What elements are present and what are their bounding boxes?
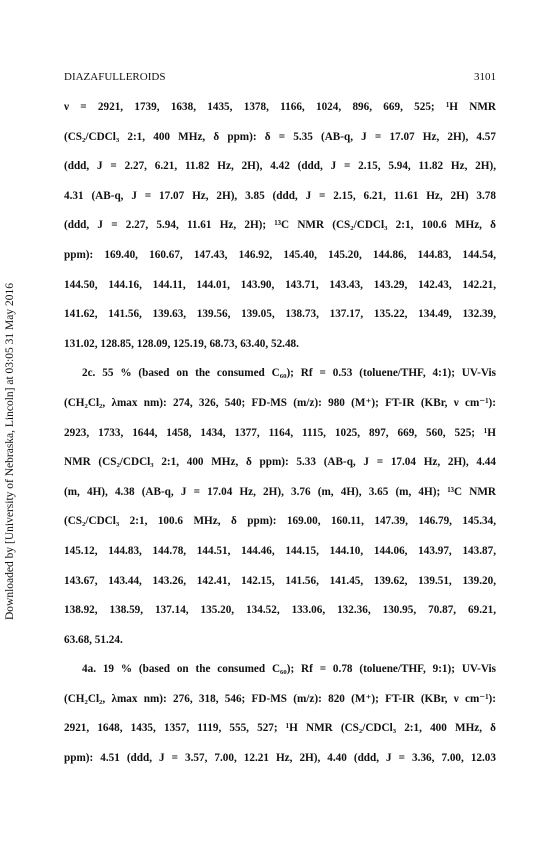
page-number: 3101 [474, 71, 496, 83]
body-text [64, 100, 496, 781]
text-line: (m, 4H), 4.38 (AB-q, J = 17.04 Hz, 2H), 3.76 (m, 4H), 3.65 (m, 4H); ¹³C NMR [64, 485, 496, 498]
text-line: 145.12, 144.83, 144.78, 144.51, 144.46, 144.15, 144.10, 144.06, 143.97, 143.87, [64, 544, 496, 557]
text-line: (ddd, J = 2.27, 5.94, 11.61 Hz, 2H); ¹³C NMR (CS₂/CDCl₃ 2:1, 100.6 MHz, δ [64, 219, 496, 232]
text-line: 138.92, 138.59, 137.14, 135.20, 134.52, 133.06, 132.36, 130.95, 70.87, 69.21, [64, 604, 496, 617]
compound-2c-heading-line: 2c. 55 % (based on the consumed C₆₀); Rf = 0.53 (toluene/THF, 4:1); UV-Vis [82, 367, 496, 380]
compound-4a-heading-line: 4a. 19 % (based on the consumed C₆₀); Rf = 0.78 (toluene/THF, 9:1); UV-Vis [82, 663, 496, 676]
text-line: 2921, 1648, 1435, 1357, 1119, 555, 527; ¹H NMR (CS₂/CDCl₃ 2:1, 400 MHz, δ [64, 722, 496, 735]
text-line: 131.02, 128.85, 128.09, 125.19, 68.73, 63.40, 52.48. [64, 337, 299, 350]
text-line: (CH₂Cl₂, λmax nm): 276, 318, 546; FD-MS (m/z): 820 (M⁺); FT-IR (KBr, ν cm⁻¹): [64, 692, 496, 705]
text-line: (ddd, J = 2.27, 6.21, 11.82 Hz, 2H), 4.42 (ddd, J = 2.15, 5.94, 11.82 Hz, 2H), [64, 160, 496, 173]
text-line: ppm): 4.51 (ddd, J = 3.57, 7.00, 12.21 Hz, 2H), 4.40 (ddd, J = 3.36, 7.00, 12.03 [64, 752, 496, 765]
download-watermark: Downloaded by [University of Nebraska, Lincoln] at 03:05 31 May 2016 [4, 283, 16, 620]
text-line: 141.62, 141.56, 139.63, 139.56, 139.05, 138.73, 137.17, 135.22, 134.49, 132.39, [64, 308, 496, 321]
text-line: ν = 2921, 1739, 1638, 1435, 1378, 1166, 1024, 896, 669, 525; ¹H NMR [64, 101, 496, 113]
text-line: 2923, 1733, 1644, 1458, 1434, 1377, 1164, 1115, 1025, 897, 669, 560, 525; ¹H [64, 426, 496, 439]
text-line: (CS₂/CDCl₃ 2:1, 400 MHz, δ ppm): δ = 5.35 (AB-q, J = 17.07 Hz, 2H), 4.57 [64, 130, 496, 143]
text-line: 144.50, 144.16, 144.11, 144.01, 143.90, 143.71, 143.43, 143.29, 142.43, 142.21, [64, 278, 496, 291]
running-header [64, 71, 496, 83]
text-line: (CH₂Cl₂, λmax nm): 274, 326, 540; FD-MS (m/z): 980 (M⁺); FT-IR (KBr, ν cm⁻¹): [64, 396, 496, 409]
text-line: 4.31 (AB-q, J = 17.07 Hz, 2H), 3.85 (ddd, J = 2.15, 6.21, 11.61 Hz, 2H) 3.78 [64, 189, 496, 202]
text-line: (CS₂/CDCl₃ 2:1, 100.6 MHz, δ ppm): 169.00, 160.11, 147.39, 146.79, 145.34, [64, 515, 496, 528]
text-line: ppm): 169.40, 160.67, 147.43, 146.92, 145.40, 145.20, 144.86, 144.83, 144.54, [64, 248, 496, 261]
text-line: NMR (CS₂/CDCl₃ 2:1, 400 MHz, δ ppm): 5.33 (AB-q, J = 17.04 Hz, 2H), 4.44 [64, 456, 496, 469]
text-line: 143.67, 143.44, 143.26, 142.41, 142.15, 141.56, 141.45, 139.62, 139.51, 139.20, [64, 574, 496, 587]
text-line: 63.68, 51.24. [64, 633, 123, 646]
running-title: DIAZAFULLEROIDS [64, 71, 166, 83]
